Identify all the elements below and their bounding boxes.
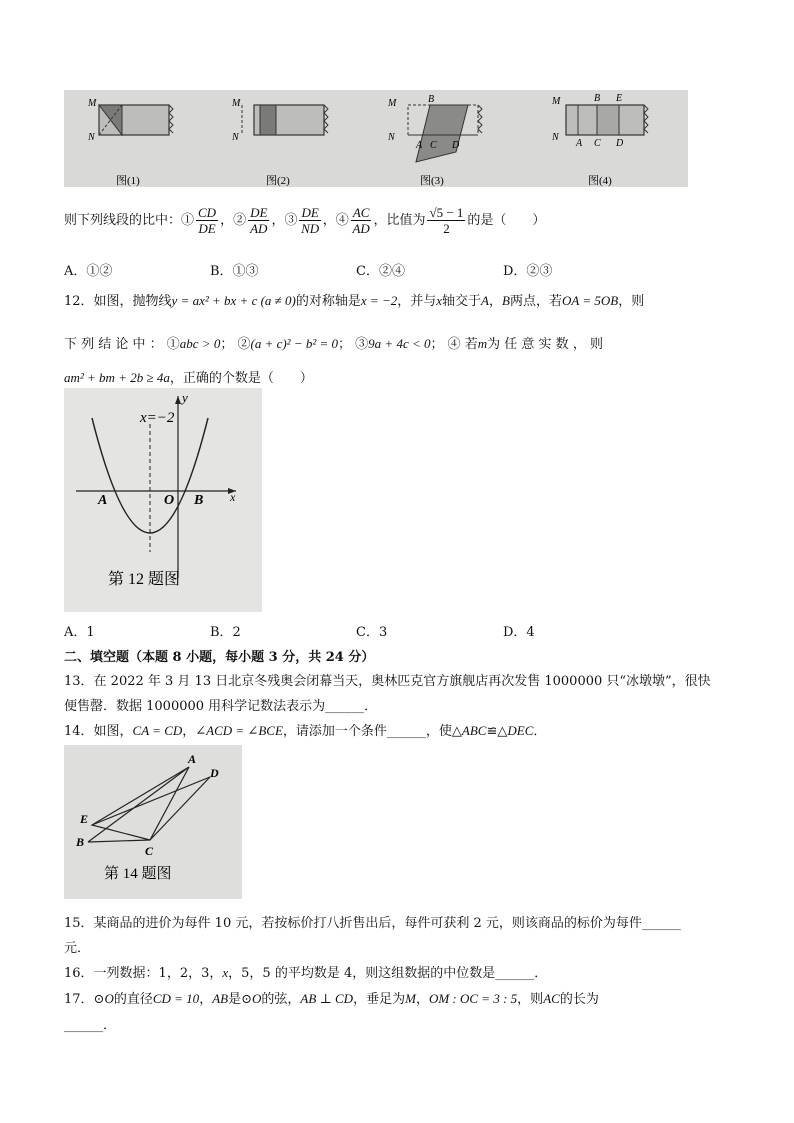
- figure-3: [387, 94, 482, 187]
- figure-2: [231, 98, 328, 187]
- symmetry-axis-label: x=−2: [140, 410, 175, 426]
- point-B-label: B: [194, 493, 204, 508]
- ratio-1: $\frac{CD}{DE}$: [198, 205, 217, 236]
- ratio-3: $\frac{DE}{ND}$: [301, 205, 320, 236]
- label-A-4: A: [576, 138, 583, 149]
- label-C-4: C: [594, 138, 601, 149]
- caption-fig4: 图(4): [588, 175, 612, 187]
- label-E-4: E: [616, 93, 623, 104]
- q13-line-2: 便售罄．数据 1000000 用科学记数法表示为______．: [64, 699, 378, 714]
- conclusion-4: am² + bm + 2b ≥ 4a: [64, 370, 170, 385]
- parabola-equation: y = ax² + bx + c (a ≠ 0): [171, 293, 296, 308]
- q12-option-b[interactable]: B．2: [210, 625, 241, 640]
- q11-option-d[interactable]: D．②③: [503, 264, 553, 279]
- parabola-graph: [64, 388, 262, 612]
- triangles-figure: [64, 745, 242, 899]
- q11-option-c[interactable]: C．②④: [356, 264, 405, 279]
- point-D-label: D: [210, 766, 219, 780]
- q17-line-1: 17．⊙O的直径CD = 10，AB是⊙O的弦，AB ⊥ CD，垂足为M，OM : OC = 3 : 5，则AC的长为: [64, 991, 599, 1007]
- label-A-3: A: [416, 140, 423, 151]
- q12-line-3: am² + bm + 2b ≥ 4a，正确的个数是（ ）: [64, 370, 313, 386]
- label-B-3: B: [428, 94, 435, 105]
- q14-figure-caption: 第 14 题图: [104, 866, 172, 882]
- origin-O-label: O: [164, 493, 175, 508]
- q12-option-d[interactable]: D．4: [503, 625, 535, 640]
- label-M-3: M: [388, 98, 397, 109]
- folding-figure-strip: [64, 90, 688, 187]
- q11-prefix: 则下列线段的比中：①: [64, 213, 195, 228]
- axis-of-symmetry: x = −2: [360, 293, 398, 308]
- conclusion-2: (a + c)² − b² = 0: [250, 336, 339, 351]
- caption-fig2: 图(2): [266, 175, 290, 187]
- caption-fig1: 图(1): [116, 175, 140, 187]
- q12-figure-caption: 第 12 题图: [108, 571, 181, 588]
- ratio-4: $\frac{AC}{AD}$: [352, 205, 370, 236]
- label-N-2: N: [232, 132, 239, 143]
- q11-option-b[interactable]: B．①③: [210, 264, 259, 279]
- q13-line-1: 13．在 2022 年 3 月 13 日北京冬残奥会闭幕当天，奥林匹克官方旗舰店再次发售 1000000 只“冰墩墩”，很快: [64, 674, 711, 689]
- label-M-2: M: [232, 98, 241, 109]
- q12-line-1: 12．如图，抛物线y = ax² + bx + c (a ≠ 0)的对称轴是x = −2，并与x轴交于A，B两点，若OA = 5OB，则: [64, 293, 645, 309]
- ratio-2: $\frac{DE}{AD}$: [250, 205, 268, 236]
- section-2-heading: 二、填空题（本题 8 小题，每小题 3 分，共 24 分）: [64, 650, 375, 665]
- label-M-4: M: [552, 96, 561, 107]
- figure-4: [551, 93, 648, 187]
- label-N-4: N: [552, 132, 559, 143]
- point-B-label: B: [76, 835, 85, 849]
- q12-figure: [64, 388, 262, 612]
- label-N-3: N: [388, 132, 395, 143]
- q14-question: 14．如图，CA = CD，∠ACD = ∠BCE，请添加一个条件______，使△ABC≌△DEC．: [64, 723, 547, 739]
- q12-line-2: 下 列 结 论 中 ： ①abc > 0； ②(a + c)² − b² = 0； ③9a + 4c < 0； ④ 若m为 任 意 实 数 ， 则: [64, 336, 603, 352]
- q12-option-a[interactable]: A．1: [64, 625, 95, 640]
- q17-line-2: ______．: [64, 1018, 117, 1033]
- folding-figures-svg: [64, 90, 688, 187]
- label-D-3: D: [452, 140, 460, 151]
- y-axis-label: y: [182, 390, 188, 405]
- point-C-label: C: [145, 844, 154, 858]
- q11-option-a[interactable]: A．①②: [64, 264, 113, 279]
- label-D-4: D: [616, 138, 624, 149]
- label-N-1: N: [88, 132, 95, 143]
- point-A-label: A: [98, 493, 108, 508]
- label-C-3: C: [430, 140, 437, 151]
- point-A-label: A: [188, 752, 197, 766]
- caption-fig3: 图(3): [420, 175, 444, 187]
- q16-question: 16．一列数据：1，2，3，x，5，5 的平均数是 4，则这组数据的中位数是______．: [64, 965, 548, 981]
- conclusion-3: 9a + 4c < 0: [368, 336, 431, 351]
- q12-option-c[interactable]: C．3: [356, 625, 388, 640]
- q11-question: 则下列线段的比中：① $\frac{CD}{DE}$ ，② $\frac{DE}{AD}$ ，③ $\frac{DE}{ND}$ ，④ $\frac{AC}{AD}$ ，比值为 $\frac{√5 - 1}{2}$ 的是（ ）: [64, 205, 546, 236]
- oa-ob-ratio: OA = 5OB: [561, 293, 619, 308]
- point-E-label: E: [80, 812, 89, 826]
- x-axis-label: x: [230, 490, 236, 504]
- label-B-4: B: [594, 93, 601, 104]
- golden-ratio: $\frac{√5 - 1}{2}$: [429, 205, 464, 236]
- conclusion-1: abc > 0: [179, 336, 221, 351]
- q15-line-2: 元．: [64, 941, 91, 956]
- q14-figure: [64, 745, 242, 899]
- q15-line-1: 15．某商品的进价为每件 10 元，若按标价打八折售出后，每件可获利 2 元，则该商品的标价为每件______: [64, 916, 681, 931]
- figure-1: [87, 98, 173, 187]
- label-M-1: M: [88, 98, 97, 109]
